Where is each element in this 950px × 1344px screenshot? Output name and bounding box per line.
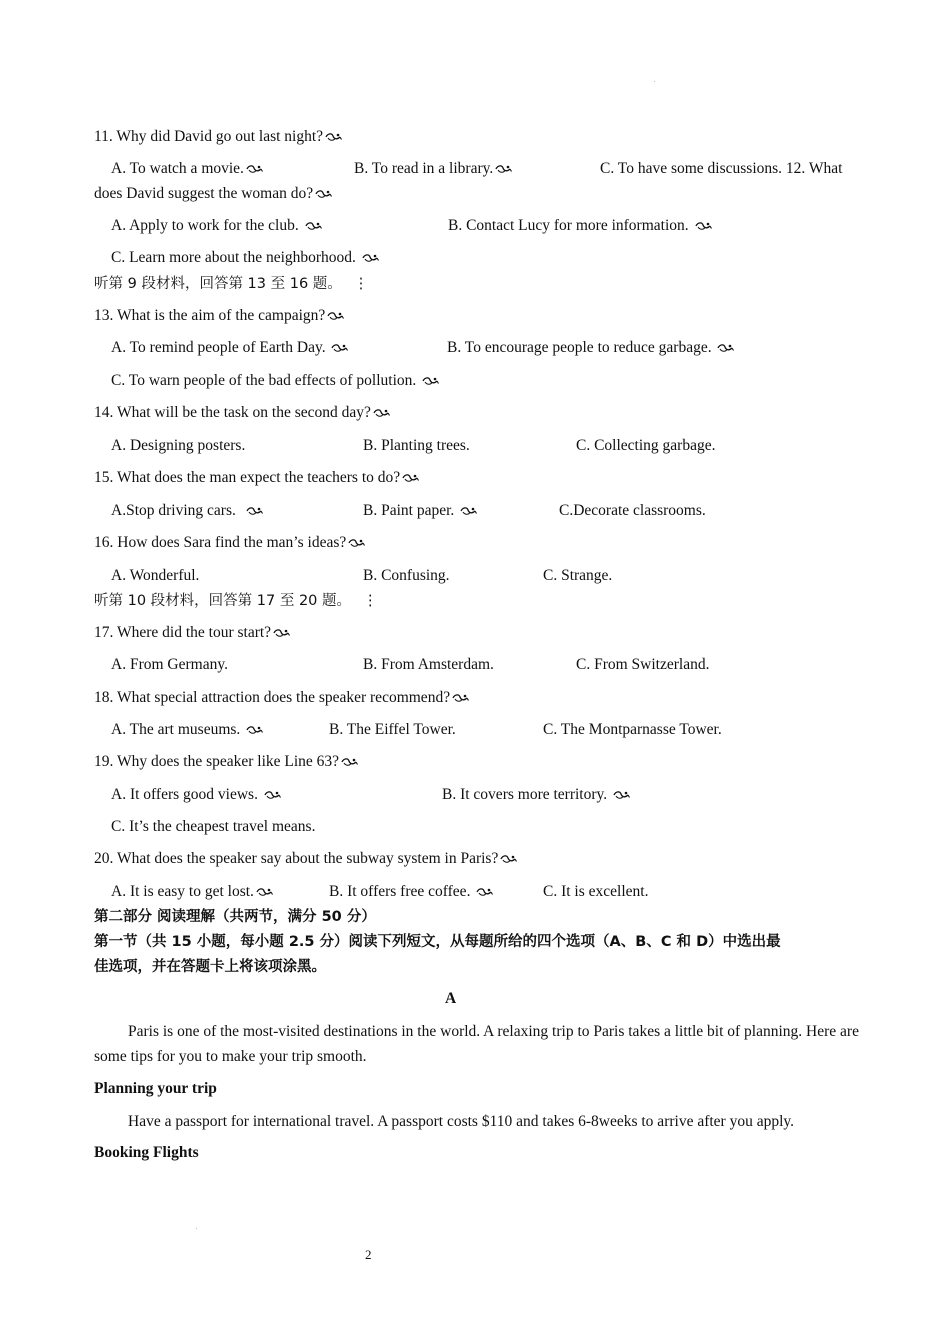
q16-option-a: A. Wonderful. <box>111 567 200 584</box>
part2-instruction-line1: 第一节（共 15 小题，每小题 2.5 分）阅读下列短文，从每题所给的四个选项（A、B、C 和 D）中选出最 <box>94 934 781 950</box>
q11-option-c: C. To have some discussions. 12. What <box>600 160 843 177</box>
ear-mark-icon <box>327 311 344 321</box>
q13-option-b: B. To encourage people to reduce garbage. <box>447 338 734 358</box>
ear-mark-icon <box>717 343 734 353</box>
ear-mark-icon <box>315 189 332 199</box>
question-20: 20. What does the speaker say about the subway system in Paris? <box>94 849 517 869</box>
ear-mark-icon <box>256 887 273 897</box>
q16-option-b: B. Confusing. <box>363 567 450 584</box>
q16-option-c: C. Strange. <box>543 567 613 584</box>
ear-mark-icon <box>613 790 630 800</box>
ear-mark-icon <box>500 854 517 864</box>
ear-mark-icon <box>402 473 419 483</box>
ear-mark-icon <box>373 408 390 418</box>
footer-mark <box>196 1228 197 1229</box>
ear-mark-icon <box>246 506 263 516</box>
q17-option-a: A. From Germany. <box>111 656 228 673</box>
q18-option-c: C. The Montparnasse Tower. <box>543 721 722 738</box>
question-12: does David suggest the woman do? <box>94 184 332 204</box>
q18-option-a: A. The art museums. <box>111 720 263 740</box>
ear-mark-icon <box>476 887 493 897</box>
q17-option-c: C. From Switzerland. <box>576 656 710 673</box>
ear-mark-icon <box>264 790 281 800</box>
ear-mark-icon <box>246 164 263 174</box>
q19-option-b: B. It covers more territory. <box>442 785 630 805</box>
ear-mark-icon <box>348 538 365 548</box>
q19-option-a: A. It offers good views. <box>111 785 281 805</box>
q20-option-b: B. It offers free coffee. <box>329 882 493 902</box>
q13-option-a: A. To remind people of Earth Day. <box>111 338 348 358</box>
q15-option-b: B. Paint paper. <box>363 501 477 521</box>
part2-instruction-line2: 佳选项，并在答题卡上将该项涂黑。 <box>94 959 326 975</box>
ear-mark-icon <box>422 376 439 386</box>
question-16: 16. How does Sara find the man’s ideas? <box>94 533 365 553</box>
q14-option-a: A. Designing posters. <box>111 437 246 454</box>
q12-option-a: A. Apply to work for the club. <box>111 216 322 236</box>
ear-mark-icon <box>452 693 469 703</box>
passage-intro: Paris is one of the most-visited destinations in the world. A relaxing trip to Paris takes a little bit of planning. Here are some tips for you to make your trip smooth. <box>94 1023 859 1065</box>
question-19: 19. Why does the speaker like Line 63? <box>94 752 358 772</box>
q11-option-a: A. To watch a movie. <box>111 159 263 179</box>
ear-mark-icon <box>362 253 379 263</box>
section-9-instruction: 听第 9 段材料，回答第 13 至 16 题。 ⋮ <box>94 276 369 292</box>
heading-planning: Planning your trip <box>94 1080 217 1097</box>
question-13: 13. What is the aim of the campaign? <box>94 306 344 326</box>
q18-option-b: B. The Eiffel Tower. <box>329 721 456 738</box>
passage-letter: A <box>445 990 457 1007</box>
q14-option-b: B. Planting trees. <box>363 437 470 454</box>
q15-option-c: C.Decorate classrooms. <box>559 502 706 519</box>
ear-mark-icon <box>325 132 342 142</box>
q11-option-b: B. To read in a library. <box>354 159 512 179</box>
ear-mark-icon <box>495 164 512 174</box>
q12-option-b: B. Contact Lucy for more information. <box>448 216 712 236</box>
q15-option-a: A.Stop driving cars. <box>111 501 263 521</box>
q13-option-c: C. To warn people of the bad effects of pollution. <box>111 371 439 391</box>
question-15: 15. What does the man expect the teachers to do? <box>94 468 419 488</box>
q19-option-c: C. It’s the cheapest travel means. <box>111 818 316 835</box>
ear-mark-icon <box>695 221 712 231</box>
ear-mark-icon <box>341 757 358 767</box>
section-10-instruction: 听第 10 段材料，回答第 17 至 20 题。 ⋮ <box>94 593 378 609</box>
ear-mark-icon <box>246 725 263 735</box>
header-mark <box>654 81 655 82</box>
page-number: 2 <box>365 1247 372 1262</box>
ear-mark-icon <box>273 628 290 638</box>
ear-mark-icon <box>331 343 348 353</box>
vertical-ellipsis-icon: ⋮ <box>353 276 369 292</box>
paragraph-passport: Have a passport for international travel. A passport costs $110 and takes 6-8weeks to arrive after you apply. <box>128 1113 795 1130</box>
vertical-ellipsis-icon: ⋮ <box>363 593 378 609</box>
question-11: 11. Why did David go out last night? <box>94 127 342 147</box>
ear-mark-icon <box>460 506 477 516</box>
question-14: 14. What will be the task on the second day? <box>94 403 390 423</box>
q17-option-b: B. From Amsterdam. <box>363 656 494 673</box>
q12-option-c: C. Learn more about the neighborhood. <box>111 248 379 268</box>
question-17: 17. Where did the tour start? <box>94 623 290 643</box>
q20-option-c: C. It is excellent. <box>543 883 649 900</box>
heading-booking-flights: Booking Flights <box>94 1144 199 1161</box>
question-18: 18. What special attraction does the speaker recommend? <box>94 688 469 708</box>
q20-option-a: A. It is easy to get lost. <box>111 882 273 902</box>
q14-option-c: C. Collecting garbage. <box>576 437 716 454</box>
ear-mark-icon <box>305 221 322 231</box>
part2-title: 第二部分 阅读理解（共两节，满分 50 分） <box>94 909 376 925</box>
